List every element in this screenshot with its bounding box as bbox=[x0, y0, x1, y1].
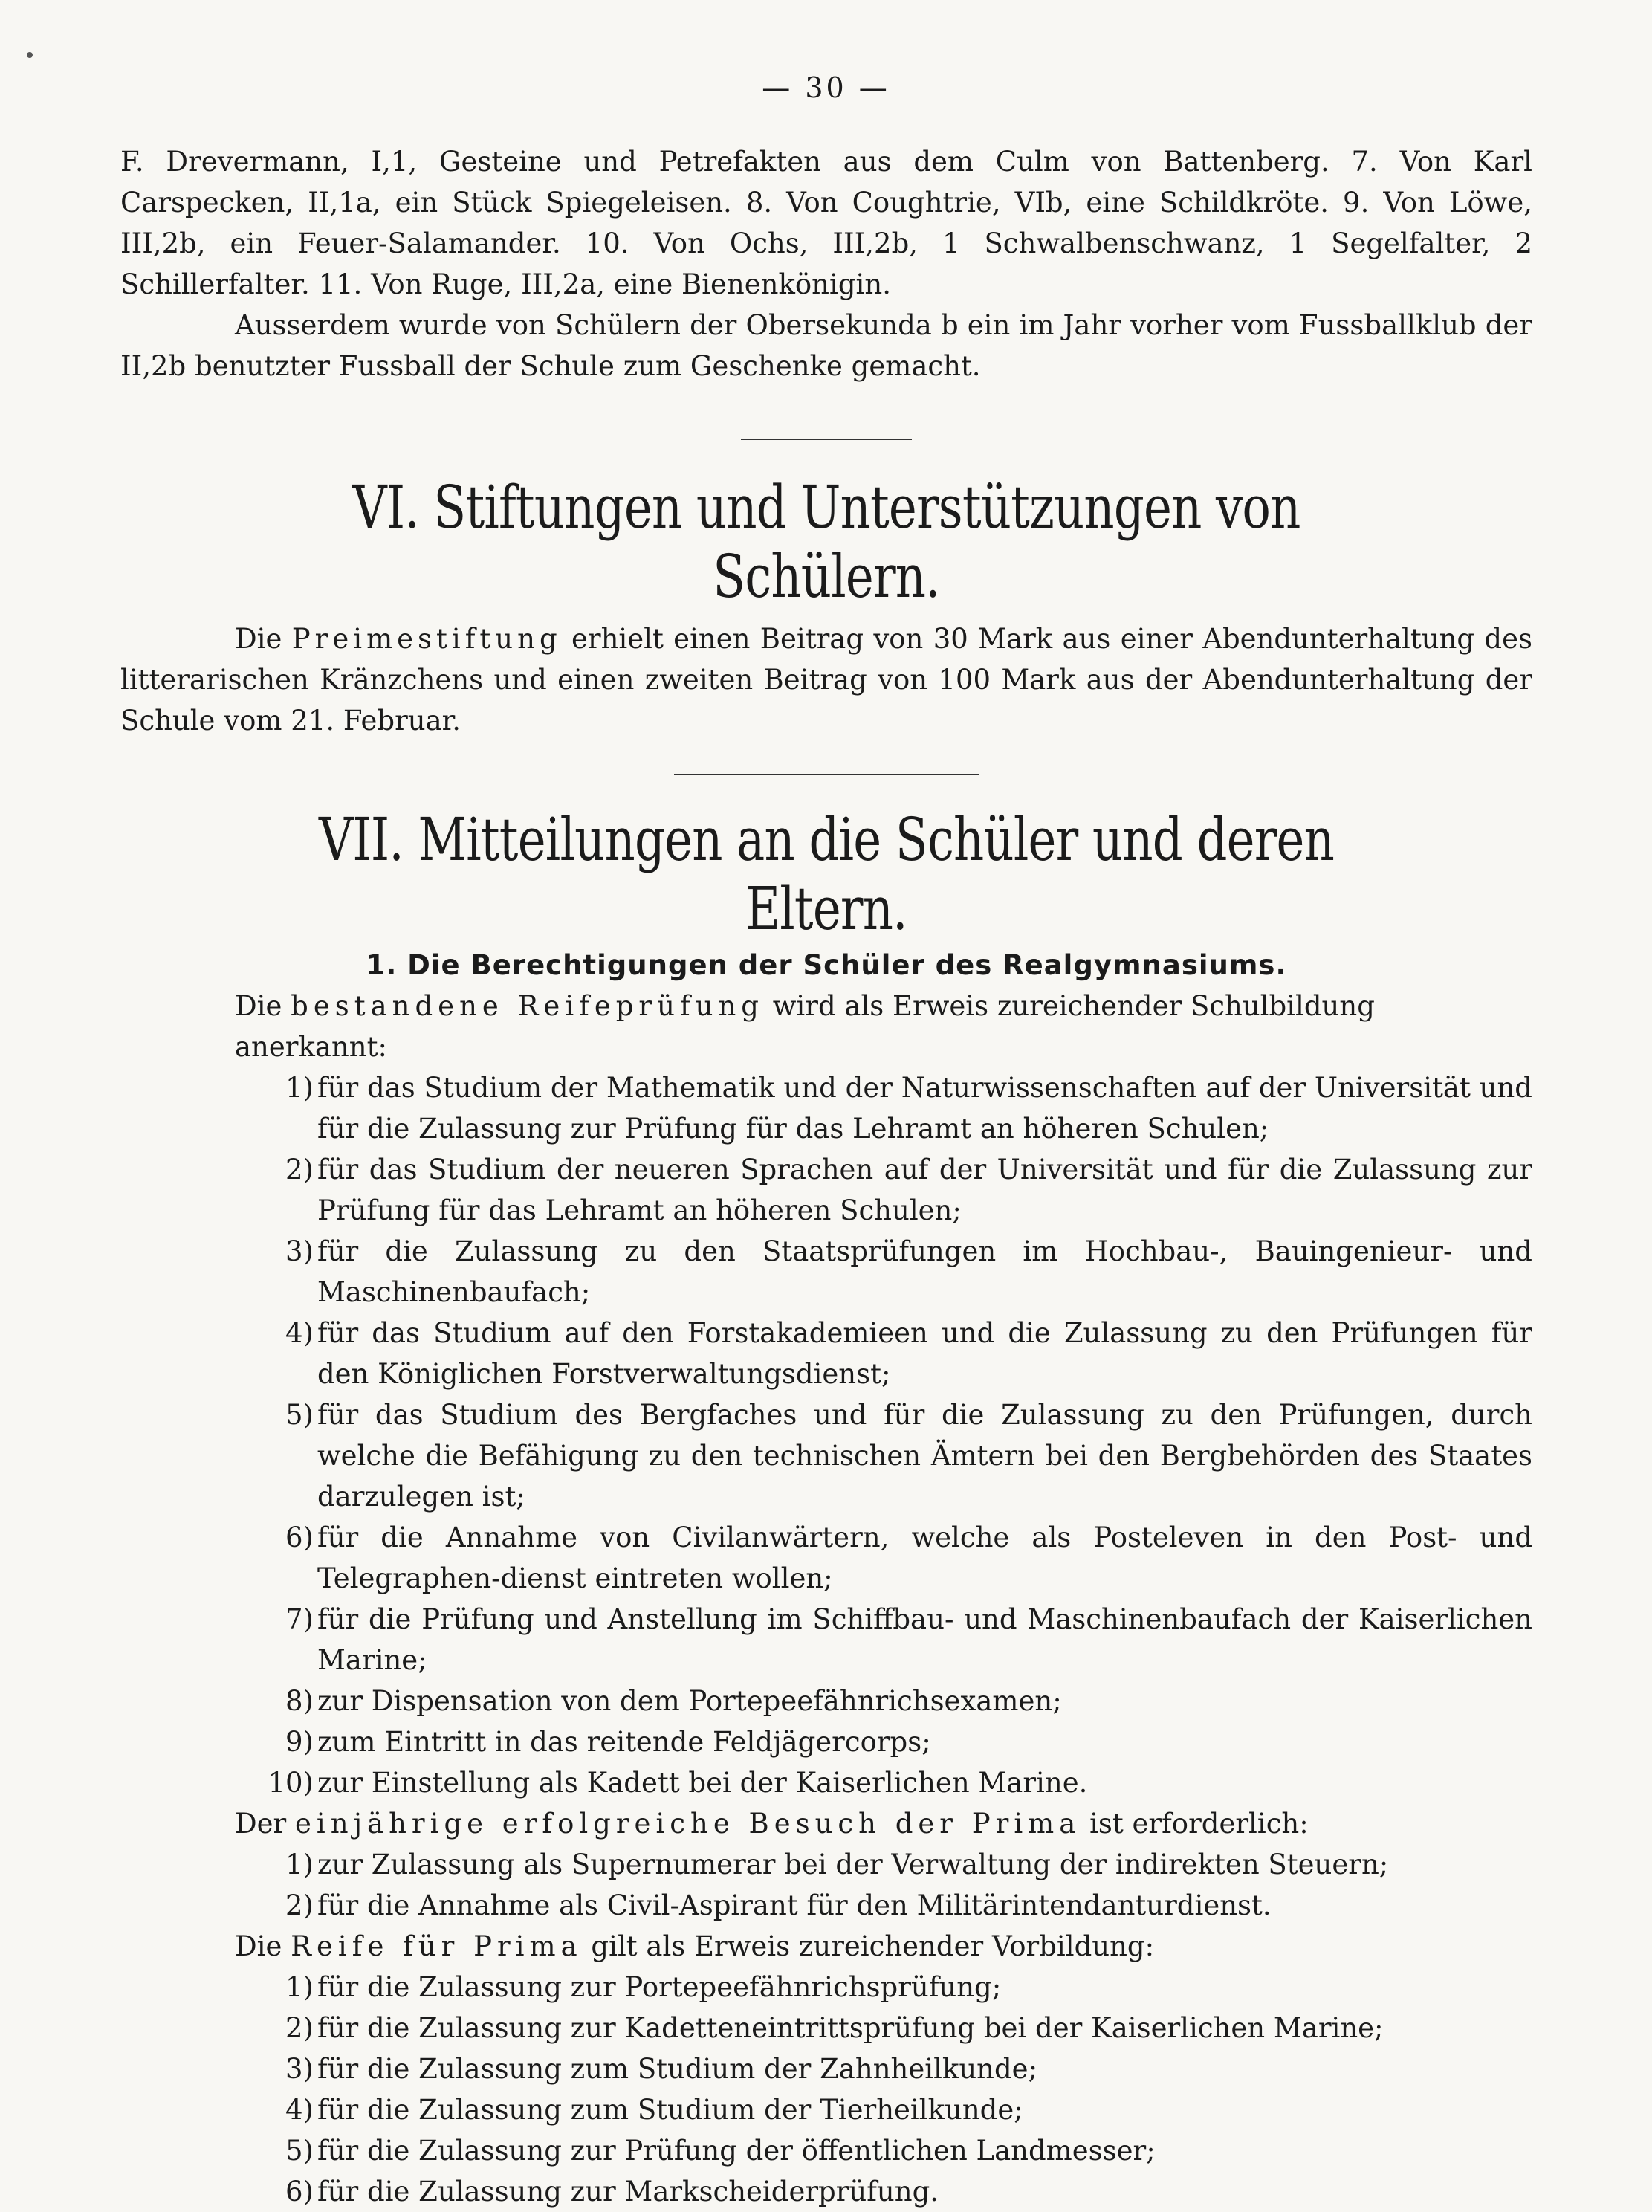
list-item bbox=[120, 1844, 1532, 1885]
entitlement-list bbox=[120, 1844, 1532, 1926]
list-item-number: 1) bbox=[285, 1849, 314, 1880]
list-item-number: 10) bbox=[268, 1767, 314, 1799]
section-vii-heading: VII. Mitteilungen an die Schüler und deren Eltern. bbox=[318, 805, 1335, 943]
list-item-number: 2) bbox=[285, 1889, 314, 1921]
entitlement-list bbox=[120, 1067, 1532, 1803]
list-item-text: für die Zulassung zur Kadetteneintrittsprüfung bei der Kaiserlichen Marine; bbox=[317, 2012, 1384, 2044]
paragraph-football: Ausserdem wurde von Schülern der Obersekunda b ein im Jahr vorher vom Fussballklub der II,2b benutzter Fussball der Schule zum Geschenke gemacht. bbox=[120, 309, 1532, 382]
list-item bbox=[120, 1967, 1532, 2008]
emphasized-term: Preimestiftung bbox=[291, 623, 562, 655]
section-divider bbox=[741, 439, 912, 440]
intro-rest: ist erforderlich: bbox=[1089, 1808, 1309, 1840]
list-item-number: 7) bbox=[285, 1603, 314, 1635]
section-divider bbox=[674, 774, 979, 775]
list-item-number: 4) bbox=[285, 1317, 314, 1349]
lead-word: Die bbox=[235, 623, 282, 655]
list-item bbox=[120, 1599, 1532, 1681]
list-item bbox=[120, 2089, 1532, 2130]
list-item-text: für die Zulassung zur Prüfung der öffentlichen Landmesser; bbox=[317, 2135, 1156, 2167]
list-item bbox=[120, 1067, 1532, 1149]
list-item bbox=[120, 2008, 1532, 2048]
list-item-text: für die Zulassung zum Studium der Tierheilkunde; bbox=[317, 2094, 1023, 2126]
lead-word: Der bbox=[235, 1808, 287, 1840]
list-item-text: für die Zulassung zur Markscheiderprüfung. bbox=[317, 2176, 939, 2208]
list-item-number: 4) bbox=[285, 2094, 314, 2126]
list-item-number: 2) bbox=[285, 2012, 314, 2044]
emphasized-term: bestandene Reifeprüfung bbox=[291, 990, 764, 1022]
list-item-text: zur Einstellung als Kadett bei der Kaiserlichen Marine. bbox=[317, 1767, 1088, 1799]
list-item-text: für das Studium der Mathematik und der Naturwissenschaften auf der Universität und für die Zulassung zur Prüfung für das Lehramt an höheren Schulen; bbox=[317, 1072, 1532, 1145]
list-item-text: für die Prüfung und Anstellung im Schiffbau- und Maschinenbaufach der Kaiserlichen Marine; bbox=[317, 1603, 1532, 1676]
list-item bbox=[120, 1149, 1532, 1231]
page-number: — 30 — bbox=[762, 71, 890, 104]
subsection-heading: 1. Die Berechtigungen der Schüler des Realgymnasiums. bbox=[366, 949, 1287, 981]
list-item-number: 5) bbox=[285, 2135, 314, 2167]
list-item-number: 5) bbox=[285, 1399, 314, 1431]
list-item-text: für die Annahme als Civil-Aspirant für den Militärintendanturdienst. bbox=[317, 1889, 1272, 1921]
list-item-text: zur Dispensation von dem Portepeefähnrichsexamen; bbox=[317, 1685, 1062, 1717]
block-intro bbox=[120, 1803, 1532, 1844]
list-item-text: für die Zulassung zum Studium der Zahnheilkunde; bbox=[317, 2053, 1038, 2085]
list-item-text: für die Zulassung zur Portepeefähnrichsprüfung; bbox=[317, 1971, 1002, 2003]
list-item-text: für das Studium auf den Forstakademieen und die Zulassung zu den Prüfungen für den Königlichen Forstverwaltungsdienst; bbox=[317, 1317, 1532, 1390]
list-item-text: zur Zulassung als Supernumerar bei der Verwaltung der indirekten Steuern; bbox=[317, 1849, 1389, 1880]
lead-word: Die bbox=[235, 1930, 282, 1962]
intro-rest: gilt als Erweis zureichender Vorbildung: bbox=[591, 1930, 1155, 1962]
list-item bbox=[120, 1394, 1532, 1517]
list-item-number: 1) bbox=[285, 1971, 314, 2003]
block-intro bbox=[120, 986, 1532, 1067]
list-item-text: für das Studium des Bergfaches und für die Zulassung zu den Prüfungen, durch welche die Befähigung zu den technischen Ämtern bei den Bergbehörden des Staates darzulegen ist; bbox=[317, 1399, 1532, 1513]
paragraph-donations: F. Drevermann, I,1, Gesteine und Petrefakten aus dem Culm von Battenberg. 7. Von Karl Carspecken, II,1a, ein Stück Spiegeleisen. 8. Von Coughtrie, VIb, eine Schildkröte. 9. Von Löwe, III,2b, ein Feuer-Salamander. 10. Von Ochs, III,2b, 1 Schwalbenschwanz, 1 Segelfalter, 2 Schillerfalter. 11. Von Ruge, III,2a, eine Bienenkönigin. bbox=[120, 146, 1532, 300]
list-item bbox=[120, 1517, 1532, 1599]
list-item-text: für die Zulassung zu den Staatsprüfungen im Hochbau-, Bauingenieur- und Maschinenbaufach; bbox=[317, 1235, 1532, 1308]
lead-word: Die bbox=[235, 990, 282, 1022]
list-item bbox=[120, 1313, 1532, 1394]
list-item bbox=[120, 2171, 1532, 2212]
list-item-number: 6) bbox=[285, 1521, 314, 1553]
intro-rest: wird als Erweis zureichender Schulbildung anerkannt: bbox=[235, 990, 1375, 1063]
list-item bbox=[120, 2048, 1532, 2089]
list-item bbox=[120, 1721, 1532, 1762]
ink-dot bbox=[27, 52, 33, 58]
list-item bbox=[120, 1885, 1532, 1926]
list-item-number: 8) bbox=[285, 1685, 314, 1717]
block-intro bbox=[120, 1926, 1532, 1967]
list-item-text: für die Annahme von Civilanwärtern, welche als Posteleven in den Post- und Telegraphen-dienst eintreten wollen; bbox=[317, 1521, 1532, 1594]
emphasized-term: einjährige erfolgreiche Besuch der Prima bbox=[295, 1808, 1081, 1840]
list-item bbox=[120, 1231, 1532, 1313]
list-item-number: 9) bbox=[285, 1726, 314, 1758]
list-item-text: für das Studium der neueren Sprachen auf der Universität und für die Zulassung zur Prüfung für das Lehramt an höheren Schulen; bbox=[317, 1154, 1532, 1226]
page-content bbox=[120, 141, 1532, 2212]
section-vi-heading: VI. Stiftungen und Unterstützungen von Schülern. bbox=[352, 473, 1300, 611]
list-item-number: 1) bbox=[285, 1072, 314, 1104]
list-item bbox=[120, 2130, 1532, 2171]
section-vi-paragraph bbox=[120, 618, 1532, 741]
list-item-number: 3) bbox=[285, 1235, 314, 1267]
emphasized-term: Reife für Prima bbox=[291, 1930, 583, 1962]
list-item-number: 6) bbox=[285, 2176, 314, 2208]
list-item bbox=[120, 1681, 1532, 1721]
list-item-number: 2) bbox=[285, 1154, 314, 1186]
entitlement-list bbox=[120, 1967, 1532, 2212]
paragraph-rest: erhielt einen Beitrag von 30 Mark aus einer Abendunterhaltung des litterarischen Kränzchens und einen zweiten Beitrag von 100 Mark aus der Abendunterhaltung der Schule vom 21. Februar. bbox=[120, 623, 1532, 737]
list-item bbox=[120, 1762, 1532, 1803]
list-item-text: zum Eintritt in das reitende Feldjägercorps; bbox=[317, 1726, 931, 1758]
list-item-number: 3) bbox=[285, 2053, 314, 2085]
